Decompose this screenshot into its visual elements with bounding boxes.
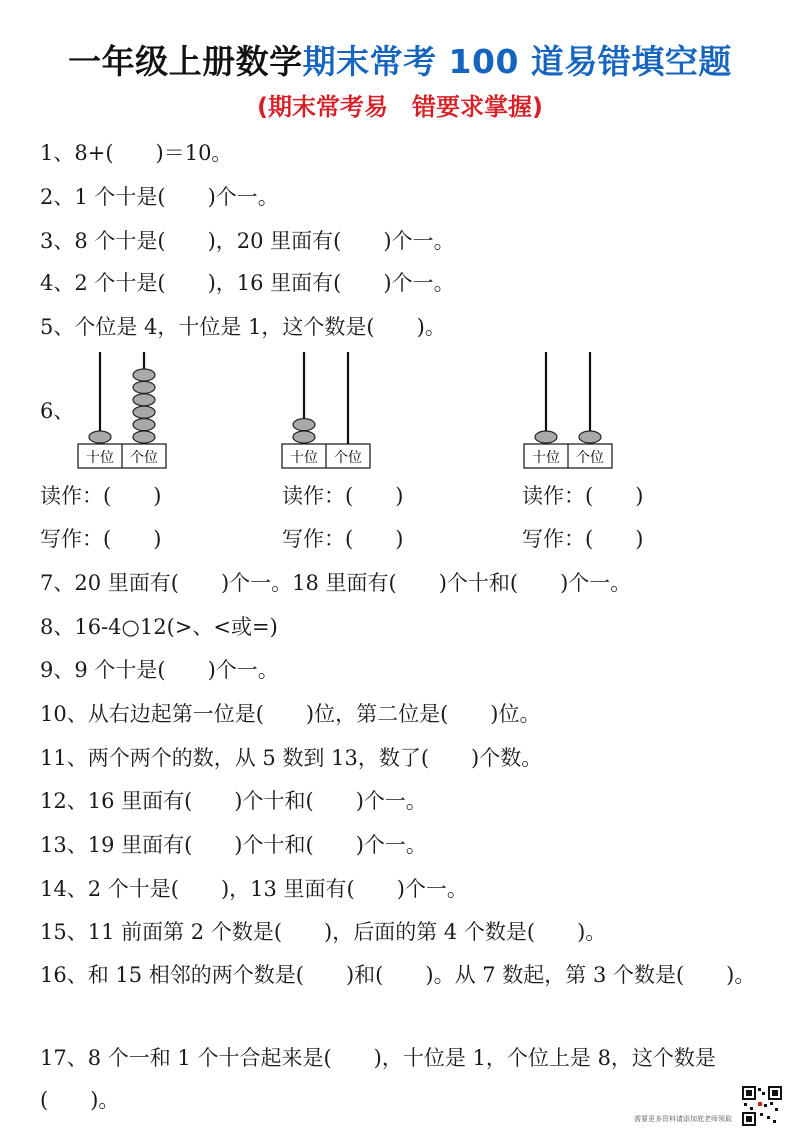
abacus-bead	[133, 394, 155, 406]
question-11: 11、两个两个的数，从 5 数到 13，数了( )个数。	[40, 746, 543, 770]
footer-note: 需要更多资料请添加底老师领取	[634, 1115, 732, 1123]
abacus-bead	[133, 431, 155, 443]
write-as-1: 写作：( )	[40, 527, 162, 551]
question-6: 6、	[40, 399, 75, 423]
question-8: 8、16-4○12(>、<或=)	[40, 615, 278, 639]
title-grade: 一年级上册数学	[68, 42, 303, 81]
abacus-bead	[133, 381, 155, 393]
question-4: 4、2 个十是( )，16 里面有( )个一。	[40, 271, 455, 295]
question-1: 1、8+( )＝10。	[40, 141, 233, 165]
abacus-tens-label: 十位	[532, 450, 560, 466]
title-topic: 期末常考 100 道易错填空题	[302, 42, 732, 81]
read-as-3: 读作：( )	[522, 484, 644, 508]
question-15: 15、11 前面第 2 个数是( )，后面的第 4 个数是( )。	[40, 920, 607, 944]
question-7: 7、20 里面有( )个一。18 里面有( )个十和( )个一。	[40, 571, 632, 595]
abacus-bead	[89, 431, 111, 443]
question-17: 17、8 个一和 1 个十合起来是( )，十位是 1，个位上是 8，这个数是( )。	[40, 1046, 716, 1112]
abacus-bead	[579, 431, 601, 443]
page-subtitle: (期末常考易 错要求掌握)	[257, 93, 543, 121]
question-12: 12、16 里面有( )个十和( )个一。	[40, 789, 427, 813]
abacus-3	[523, 348, 615, 470]
question-13: 13、19 里面有( )个十和( )个一。	[40, 833, 427, 857]
abacus-tens-label: 十位	[290, 450, 318, 466]
question-16: 16、和 15 相邻的两个数是( )和( )。从 7 数起，第 3 个数是( )。	[40, 963, 756, 987]
page-title	[0, 42, 800, 82]
abacus-ones-label: 个位	[334, 450, 362, 466]
abacus-bead	[133, 406, 155, 418]
write-as-3: 写作：( )	[522, 527, 644, 551]
abacus-tens-label: 十位	[86, 450, 114, 466]
qr-code-icon	[742, 1086, 782, 1126]
write-as-2: 写作：( )	[282, 527, 404, 551]
abacus-bead	[535, 431, 557, 443]
abacus-bead	[133, 419, 155, 431]
question-14: 14、2 个十是( )，13 里面有( )个一。	[40, 877, 468, 901]
abacus-bead	[293, 419, 315, 431]
abacus-bead	[293, 431, 315, 443]
question-9: 9、9 个十是( )个一。	[40, 658, 279, 682]
abacus-ones-label: 个位	[576, 450, 604, 466]
read-as-1: 读作：( )	[40, 484, 162, 508]
question-2: 2、1 个十是( )个一。	[40, 185, 279, 209]
abacus-ones-label: 个位	[130, 450, 158, 466]
question-10: 10、从右边起第一位是( )位，第二位是( )位。	[40, 702, 541, 726]
abacus-2	[281, 348, 373, 470]
read-as-2: 读作：( )	[282, 484, 404, 508]
question-5: 5、个位是 4，十位是 1，这个数是( )。	[40, 315, 446, 339]
abacus-bead	[133, 369, 155, 381]
abacus-1	[77, 348, 169, 470]
question-3: 3、8 个十是( )，20 里面有( )个一。	[40, 229, 455, 253]
